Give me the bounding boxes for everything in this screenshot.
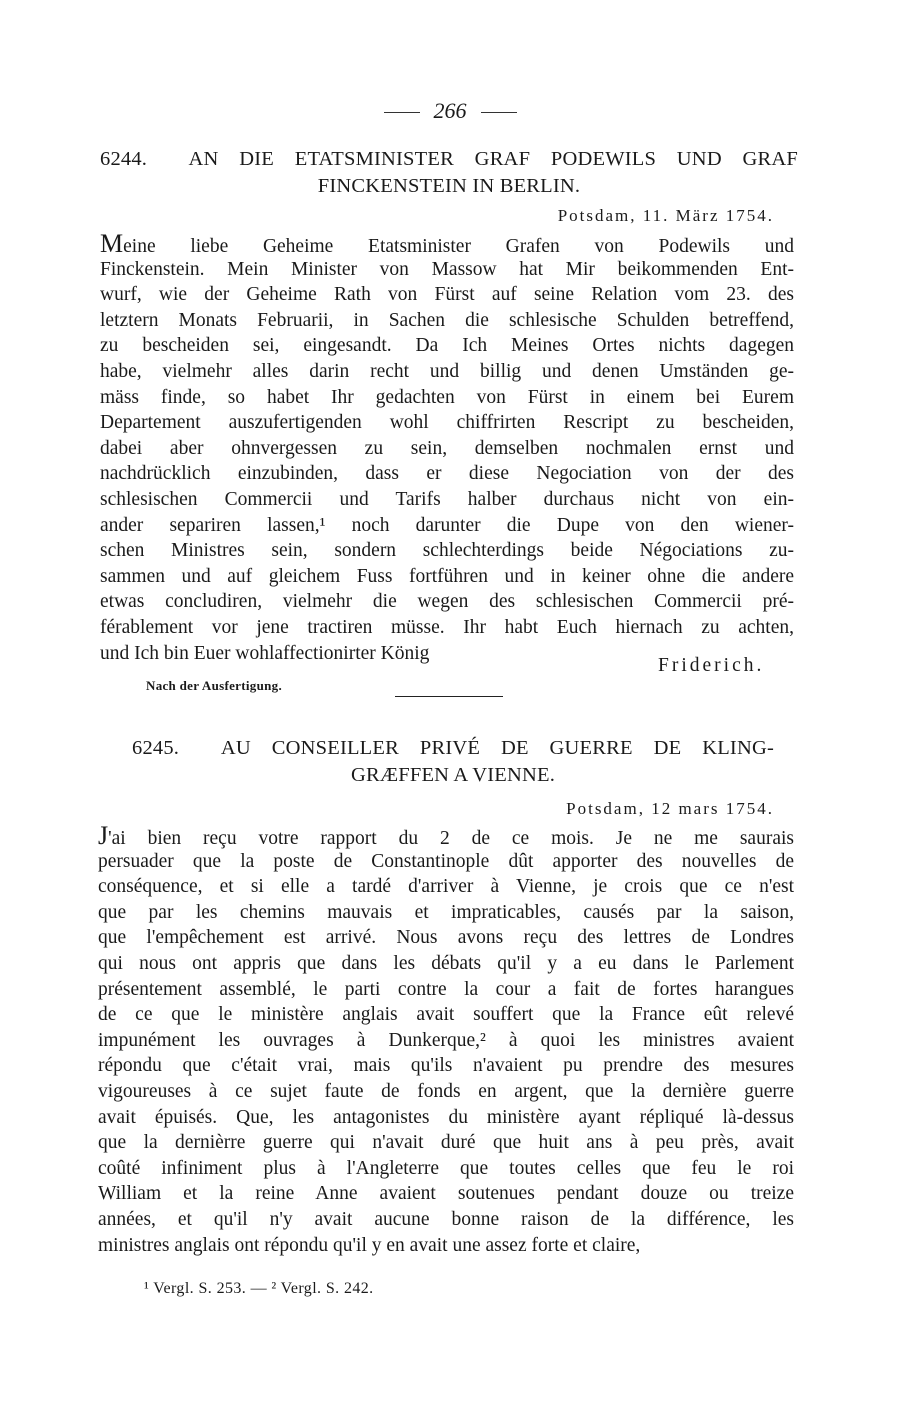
text-line: avait épuisés. Que, les antagonistes du ministère ayant répliqué là-dessus [98, 1106, 794, 1128]
text-line: que la dernièrre guerre qui n'avait duré que huit ans à peu près, avait [98, 1132, 794, 1154]
text-line: Finckenstein. Mein Minister von Massow hat Mir beikommenden Ent- [100, 258, 794, 280]
text-line: vigoureuses à ce sujet faute de fonds en argent, que la dernière guerre [98, 1080, 794, 1102]
text-line: nachdrücklich einzubinden, dass er diese Negociation von der des [100, 463, 794, 485]
heading-line-1: AU CONSEILLER PRIVÉ DE GUERRE DE KLING- [220, 737, 774, 759]
heading-line-1: AN DIE ETATSMINISTER GRAF PODEWILS UND GRAF [188, 148, 799, 170]
page-number-text: 266 [433, 98, 467, 123]
text-line: mäss finde, so habet Ihr gedachten von Fürst in einem bei Eurem [100, 386, 794, 408]
heading-line-2: FINCKENSTEIN IN BERLIN. [317, 175, 581, 197]
text-line: coûté infiniment plus à l'Angleterre que toutes celles que feu le roi [98, 1157, 794, 1179]
text-line: persuader que la poste de Constantinople dût apporter des nouvelles de [98, 850, 794, 872]
text-line: Departement auszufertigenden wohl chiffrirten Rescript zu bescheiden, [100, 412, 794, 434]
text-line: und Ich bin Euer wohlaffectionirter König [100, 642, 430, 664]
text-line: schen Ministres sein, sondern schlechterdings beide Négociations zu- [100, 540, 794, 562]
text-line: schlesischen Commercii und Tarifs halber durchaus nicht von ein- [100, 488, 794, 510]
text-line: que l'empêchement est arrivé. Nous avons reçu des lettres de Londres [98, 927, 794, 949]
text-line: dabei aber ohnvergessen zu sein, demselben nochmalen ernst und [100, 437, 794, 459]
dateline: Potsdam, 12 mars 1754. [566, 799, 774, 818]
text-line: sammen und auf gleichem Fuss fortführen und in keiner ohne die andere [100, 565, 794, 587]
section-divider [395, 696, 503, 697]
letter-number: 6244. [100, 148, 148, 170]
text-line: zu bescheiden sei, eingesandt. Da Ich Meines Ortes nichts dagegen [100, 335, 794, 357]
text-line: wurf, wie der Geheime Rath von Fürst auf seine Relation vom 23. des [100, 284, 794, 306]
initial-letter: J [98, 821, 109, 850]
page-number-right-rule [481, 112, 517, 113]
text-line: conséquence, et si elle a tardé d'arriver à Vienne, je crois que ce n'est [98, 876, 794, 898]
text-line: J'ai bien reçu votre rapport du 2 de ce mois. Je ne me saurais [98, 821, 794, 850]
text-line: William et la reine Anne avaient soutenues pendant douze ou treize [98, 1183, 794, 1205]
text-line: etwas concludiren, vielmehr die wegen des schlesischen Commercii pré- [100, 591, 794, 613]
page-number [0, 98, 900, 124]
text-line: ministres anglais ont répondu qu'il y en avait une assez forte et claire, [98, 1234, 641, 1256]
text-line: répondu que c'était vrai, mais qu'ils n'avaient pu prendre des mesures [98, 1055, 794, 1077]
initial-letter: M [100, 229, 124, 258]
page-number-left-rule [384, 112, 420, 113]
letter-body-6244 [100, 231, 794, 666]
heading-line-2: GRÆFFEN A VIENNE. [350, 764, 556, 786]
text-line: ander separiren lassen,¹ noch darunter die Dupe von den wiener- [100, 514, 794, 536]
text-line: Meine liebe Geheime Etatsminister Grafen von Podewils und [100, 229, 794, 258]
text-line: letztern Monats Februarii, in Sachen die schlesische Schulden betreffend, [100, 309, 794, 331]
signature: Friderich. [658, 655, 765, 676]
text-line: de ce que le ministère anglais avait souffert que la France eût relevé [98, 1004, 794, 1026]
text-line: qui nous ont appris que dans les débats qu'il y a eu dans le Parlement [98, 952, 794, 974]
text-line: férablement vor jene tractiren müsse. Ihr habt Euch hiernach zu achten, [100, 616, 794, 638]
footnotes: ¹ Vergl. S. 253. — ² Vergl. S. 242. [144, 1280, 374, 1297]
text-line: présentement assemblé, le parti contre la cour a fait de fortes harangues [98, 978, 794, 1000]
letter-number: 6245. [132, 737, 180, 759]
source-note: Nach der Ausfertigung. [146, 678, 283, 693]
dateline: Potsdam, 11. März 1754. [557, 206, 774, 225]
text-line: habe, vielmehr alles darin recht und billig und denen Umständen ge- [100, 360, 794, 382]
text-line: que par les chemins mauvais et impraticables, causés par la saison, [98, 901, 794, 923]
letter-body-6245 [98, 823, 794, 1258]
letter-heading-6245 [132, 735, 774, 789]
text-line: impunément les ouvrages à Dunkerque,² à quoi les ministres avaient [98, 1029, 794, 1051]
text-line: années, et qu'il n'y avait aucune bonne raison de la différence, les [98, 1208, 794, 1230]
letter-heading-6244 [100, 146, 798, 200]
